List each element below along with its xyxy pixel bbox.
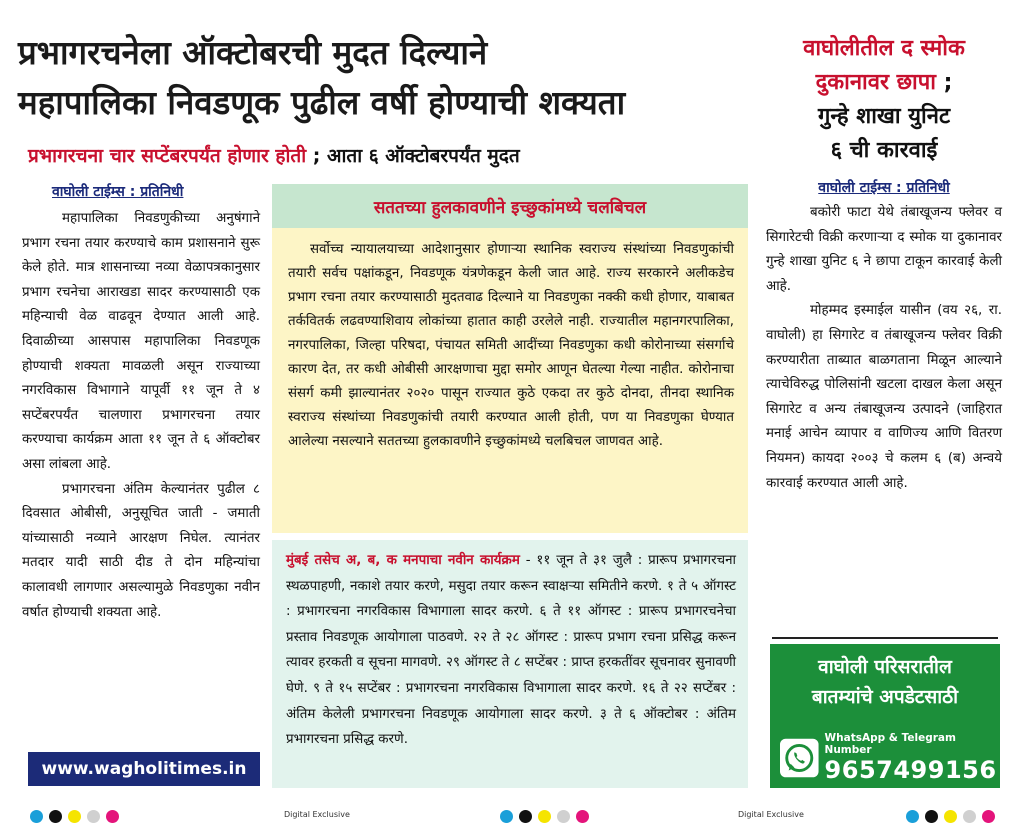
cyan-dot [906, 810, 919, 823]
schedule-heading: मुंबई तसेच अ, ब, क मनपाचा नवीन कार्यक्रम [286, 553, 520, 568]
black-dot [925, 810, 938, 823]
color-registration-marks-left [30, 810, 119, 823]
footer-label-left: Digital Exclusive [284, 810, 350, 819]
sub-headline [28, 142, 758, 168]
grey-dot [557, 810, 570, 823]
right-headline-red-1: वाघोलीतील द स्मोक [803, 36, 965, 61]
center-article-title: सततच्या हुलकावणीने इच्छुकांमध्ये चलबिचल [272, 184, 748, 228]
yellow-dot [944, 810, 957, 823]
right-headline-semicolon: ; [935, 70, 953, 95]
color-registration-marks-center [500, 810, 589, 823]
right-headline-red-2: दुकानावर छापा [815, 70, 936, 95]
left-paragraph-1: महापालिका निवडणुकीच्या अनुषंगाने प्रभाग रचना तयार करण्याचे काम प्रशासनाने सुरू केले होते. मात्र शासनाच्या नव्या वेळापत्रकानुसार प्रभाग रचनेचा आराखडा सादर करण्यासाठी एक महिन्याची वेळ वाढवून देण्यात आली आहे. दिवाळीच्या आसपास महापालिका निवडणूक होण्याची शक्यता मावळली असून राज्याच्या नगरविकास विभागाने यापूर्वी ११ जून ते ४ सप्टेंबरपर्यंत चालणारा प्रभागरचना तयार करण्याचा कार्यक्रम आता ११ जून ते ६ ऑक्टोबर असा लांबला आहे. [22, 211, 260, 472]
promo-title-line-1: वाघोली परिसरातील [818, 656, 952, 678]
promo-title-line-2: बातम्यांचे अपडेटसाठी [811, 686, 959, 708]
black-dot [519, 810, 532, 823]
whatsapp-promo-box [770, 644, 1000, 788]
black-dot [49, 810, 62, 823]
center-article-box [272, 184, 748, 533]
sub-headline-red: प्रभागरचना चार सप्टेंबरपर्यंत होणार होती [28, 145, 307, 167]
yellow-dot [538, 810, 551, 823]
whatsapp-icon [780, 738, 819, 778]
magenta-dot [576, 810, 589, 823]
promo-title [770, 644, 1000, 712]
website-link[interactable]: www.wagholitimes.in [28, 752, 260, 786]
left-paragraph-2: प्रभागरचना अंतिम केल्यानंतर पुढील ८ दिवसात ओबीसी, अनुसूचित जाती - जमाती यांच्यासाठी नव्याने आरक्षण निघेल. त्यानंतर मतदार यादी साठी दीड ते दोन महिन्यांचा कालावधी लागणार असल्यामुळे निवडणुका नवीन वर्षात होण्याची शक्यता आहे. [22, 481, 260, 620]
right-headline [766, 32, 1002, 168]
headline-line-2: महापालिका निवडणूक पुढील वर्षी होण्याची शक्यता [18, 83, 626, 122]
left-byline: वाघोली टाईम्स : प्रतिनिधी [52, 184, 184, 200]
cyan-dot [30, 810, 43, 823]
magenta-dot [106, 810, 119, 823]
center-article-body: सर्वोच्च न्यायालयाच्या आदेशानुसार होणाऱ्या स्थानिक स्वराज्य संस्थांच्या निवडणुकांची तयारी सर्वच पक्षांकडून, निवडणूक यंत्रणेकडून केली जात आहे. राज्य सरकारने अलीकडेच प्रभाग रचना तयार करण्यासाठी मुदतवाढ दिल्याने या निवडणुका नक्की कधी होणार, याबाबत तर्कवितर्क लढवण्याशिवाय लोकांच्या हातात काही उरलेले नाही. राज्यातील महानगरपालिका, नगरपालिका, जिल्हा परिषदा, पंचायत समिती आदींच्या निवडणुका कधी कोरोनाच्या संसर्गाचे कारण देत, तर कधी ओबीसी आरक्षणाचा मुद्दा समोर आणून घेतल्या गेल्या नाहीत. कोरोनाचा संसर्ग कमी झाल्यानंतर २०२० पासून राज्यात कुठे एकदा तर कुठे दोनदा, तीनदा स्थानिक स्वराज्य संस्थांच्या निवडणुकांची तयारी करण्यात आली होती, पण या निवडणुका घेण्यात आलेल्या नसल्याने सततच्या हुलकावणीने इच्छुकांमध्ये चलबिचल जाणवत आहे. [288, 242, 734, 449]
schedule-box [272, 540, 748, 788]
cyan-dot [500, 810, 513, 823]
right-byline: वाघोली टाईम्स : प्रतिनिधी [818, 180, 950, 196]
sub-headline-black: ; आता ६ ऑक्टोबरपर्यंत मुदत [306, 145, 520, 167]
right-headline-black-1: गुन्हे शाखा युनिट [817, 104, 951, 129]
right-headline-black-2: ६ ची कारवाई [830, 138, 938, 163]
schedule-body: - ११ जून ते ३१ जुलै : प्रारूप प्रभागरचना स्थळपाहणी, नकाशे तयार करणे, मसुदा तयार करून स्वाक्षऱ्या समितीने करणे. १ ते ५ ऑगस्ट : प्रभागरचना नगरविकास विभागाला सादर करणे. ६ ते ११ ऑगस्ट : प्रारूप प्रभागरचनेचा प्रस्ताव निवडणूक आयोगाला पाठवणे. २२ ते २८ ऑगस्ट : प्रारूप प्रभाग रचना प्रसिद्ध करून त्यावर हरकती व सूचना मागवणे. २९ ऑगस्ट ते ८ सप्टेंबर : प्राप्त हरकतींवर सूचनावर सुनावणी घेणे. ९ ते १५ सप्टेंबर : प्रभागरचना नगरविकास विभागाला सादर करणे. १६ ते २२ सप्टेंबर : अंतिम केलेली प्रभागरचना निवडणूक आयोगाला सादर करणे. ३ ते ६ ऑक्टोबर : अंतिम प्रभागरचना प्रसिद्ध करणे. [286, 553, 736, 748]
whatsapp-contact[interactable] [780, 732, 1000, 784]
contact-number[interactable]: 9657499156 [824, 756, 997, 784]
left-column-article [22, 182, 260, 625]
headline-line-1: प्रभागरचनेला ऑक्टोबरची मुदत दिल्याने [18, 33, 488, 72]
main-headline [18, 28, 758, 128]
color-registration-marks-right [906, 810, 995, 823]
footer-label-right: Digital Exclusive [738, 810, 804, 819]
contact-label: WhatsApp & Telegram Number [824, 732, 956, 756]
right-divider [772, 637, 998, 639]
right-paragraph-2: मोहम्मद इस्माईल यासीन (वय २६, रा. वाघोली) हा सिगारेट व तंबाखूजन्य फ्लेवर विक्री करण्यारीता ताब्यात बाळगताना मिळून आल्याने त्याचेविरुद्ध पोलिसांनी खटला दाखल केला असून सिगारेट व अन्य तंबाखूजन्य उत्पादने (जाहिरात मनाई आचेन व्यापार व वाणिज्य आणि वितरण नियमन) कायदा २००३ चे कलम ६ (ब) अन्वये कारवाई करण्यात आली आहे. [766, 303, 1002, 491]
grey-dot [87, 810, 100, 823]
grey-dot [963, 810, 976, 823]
magenta-dot [982, 810, 995, 823]
right-column-article [766, 32, 1002, 496]
right-paragraph-1: बकोरी फाटा येथे तंबाखूजन्य फ्लेवर व सिगारेटची विक्री करणाऱ्या द स्मोक या दुकानावर गुन्हे शाखा युनिट ६ ने छापा टाकून कारवाई केली आहे. [766, 205, 1002, 294]
yellow-dot [68, 810, 81, 823]
